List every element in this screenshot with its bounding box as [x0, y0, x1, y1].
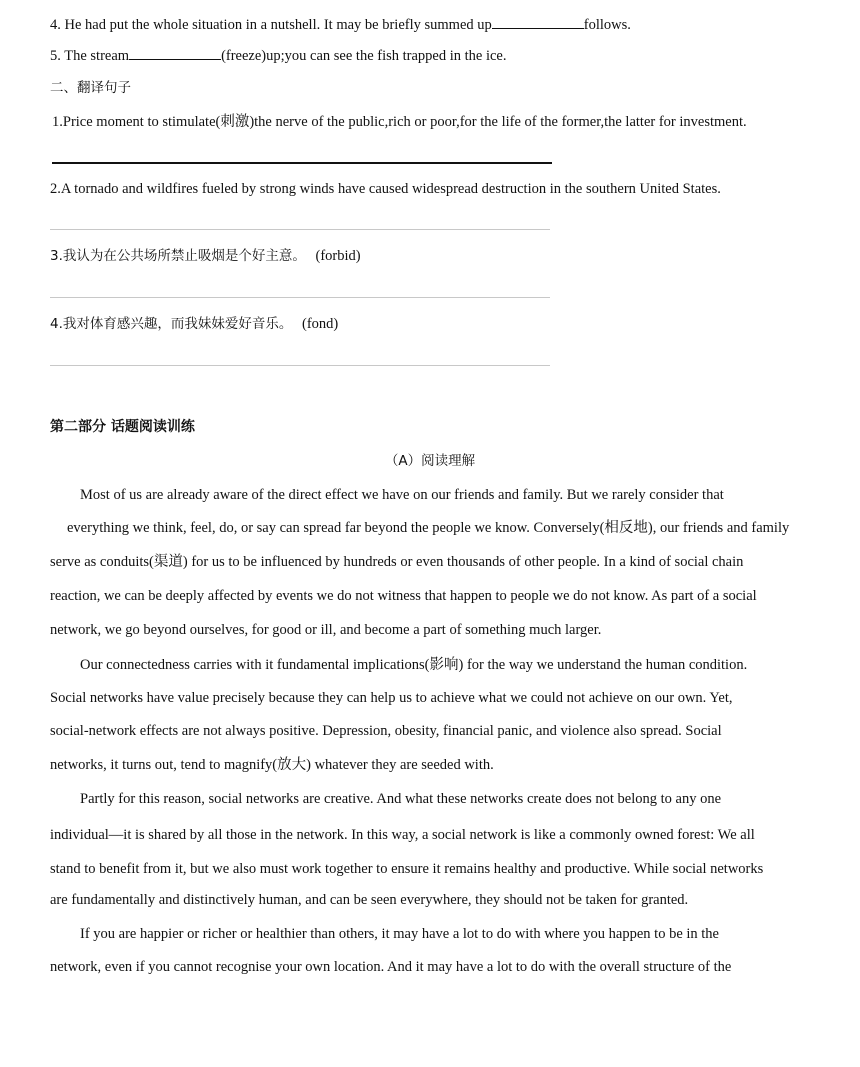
translation-sentence-3-hint: (forbid): [315, 248, 361, 264]
part-2-subtitle: （A）阅读理解: [384, 453, 476, 469]
passage-line: Social networks have value precisely because they can help us to achieve what we could not achieve on our own. Yet,: [50, 690, 733, 706]
translation-sentence-4-text: 4.我对体育感兴趣，而我妹妹爱好音乐。: [50, 316, 293, 332]
translation-heading: 二、翻译句子: [50, 80, 131, 96]
passage-line: reaction, we can be deeply affected by events we do not witness that happen to people we do not know. As part of a social: [50, 588, 757, 604]
translation-sentence-4-hint: (fond): [302, 316, 339, 332]
answer-line: [50, 365, 550, 366]
passage-line: serve as conduits(渠道) for us to be influenced by hundreds or even thousands of other people. In a kind of social chain: [50, 554, 744, 570]
fill-blank: [129, 45, 221, 60]
passage-line: social-network effects are not always positive. Depression, obesity, financial panic, and violence also spread. Social: [50, 723, 722, 739]
exercise-item-5: [50, 45, 840, 65]
translation-sentence-4: [50, 315, 840, 333]
translation-sentence-1: 1.Price moment to stimulate(刺激)the nerve of the public,rich or poor,for the life of the former,the latter for investment.: [52, 114, 747, 130]
exercise-item-5-tail: (freeze)up;you can see the fish trapped in the ice.: [221, 48, 507, 64]
answer-line: [50, 229, 550, 230]
passage-line: Most of us are already aware of the direct effect we have on our friends and family. But we rarely consider that: [80, 487, 724, 503]
passage-line: are fundamentally and distinctively human, and can be seen everywhere, they should not be taken for granted.: [50, 892, 689, 908]
answer-line: [50, 297, 550, 298]
passage-line: stand to benefit from it, but we also must work together to ensure it remains healthy and productive. While social networks: [50, 861, 764, 877]
passage-line: network, even if you cannot recognise your own location. And it may have a lot to do with the overall structure of the: [50, 959, 732, 975]
passage-line: network, we go beyond ourselves, for good or ill, and become a part of something much larger.: [50, 622, 602, 638]
passage-line: networks, it turns out, tend to magnify(放大) whatever they are seeded with.: [50, 757, 494, 773]
exercise-item-4-tail: follows.: [583, 17, 631, 33]
passage-line: individual—it is shared by all those in the network. In this way, a social network is like a commonly owned forest: We all: [50, 827, 755, 843]
exercise-item-5-text: 5. The stream: [50, 48, 130, 64]
translation-sentence-3-text: 3.我认为在公共场所禁止吸烟是个好主意。: [50, 248, 306, 264]
exercise-item-4-text: 4. He had put the whole situation in a nutshell. It may be briefly summed up: [50, 17, 492, 33]
translation-sentence-2: 2.A tornado and wildfires fueled by strong winds have caused widespread destruction in the southern United States.: [50, 181, 721, 197]
part-2-title: 第二部分 话题阅读训练: [50, 419, 195, 435]
passage-line: If you are happier or richer or healthier than others, it may have a lot to do with where you happen to be in the: [80, 926, 719, 942]
passage-line: Our connectedness carries with it fundamental implications(影响) for the way we understand the human condition.: [80, 657, 748, 673]
translation-sentence-3: [50, 247, 840, 265]
fill-blank: [492, 14, 584, 29]
answer-line: [52, 162, 552, 164]
passage-line: everything we think, feel, do, or say can spread far beyond the people we know. Conversely(相反地), our friends and family: [67, 520, 790, 536]
exercise-item-4: [50, 14, 840, 34]
passage-line: Partly for this reason, social networks are creative. And what these networks create does not belong to any one: [80, 791, 722, 807]
